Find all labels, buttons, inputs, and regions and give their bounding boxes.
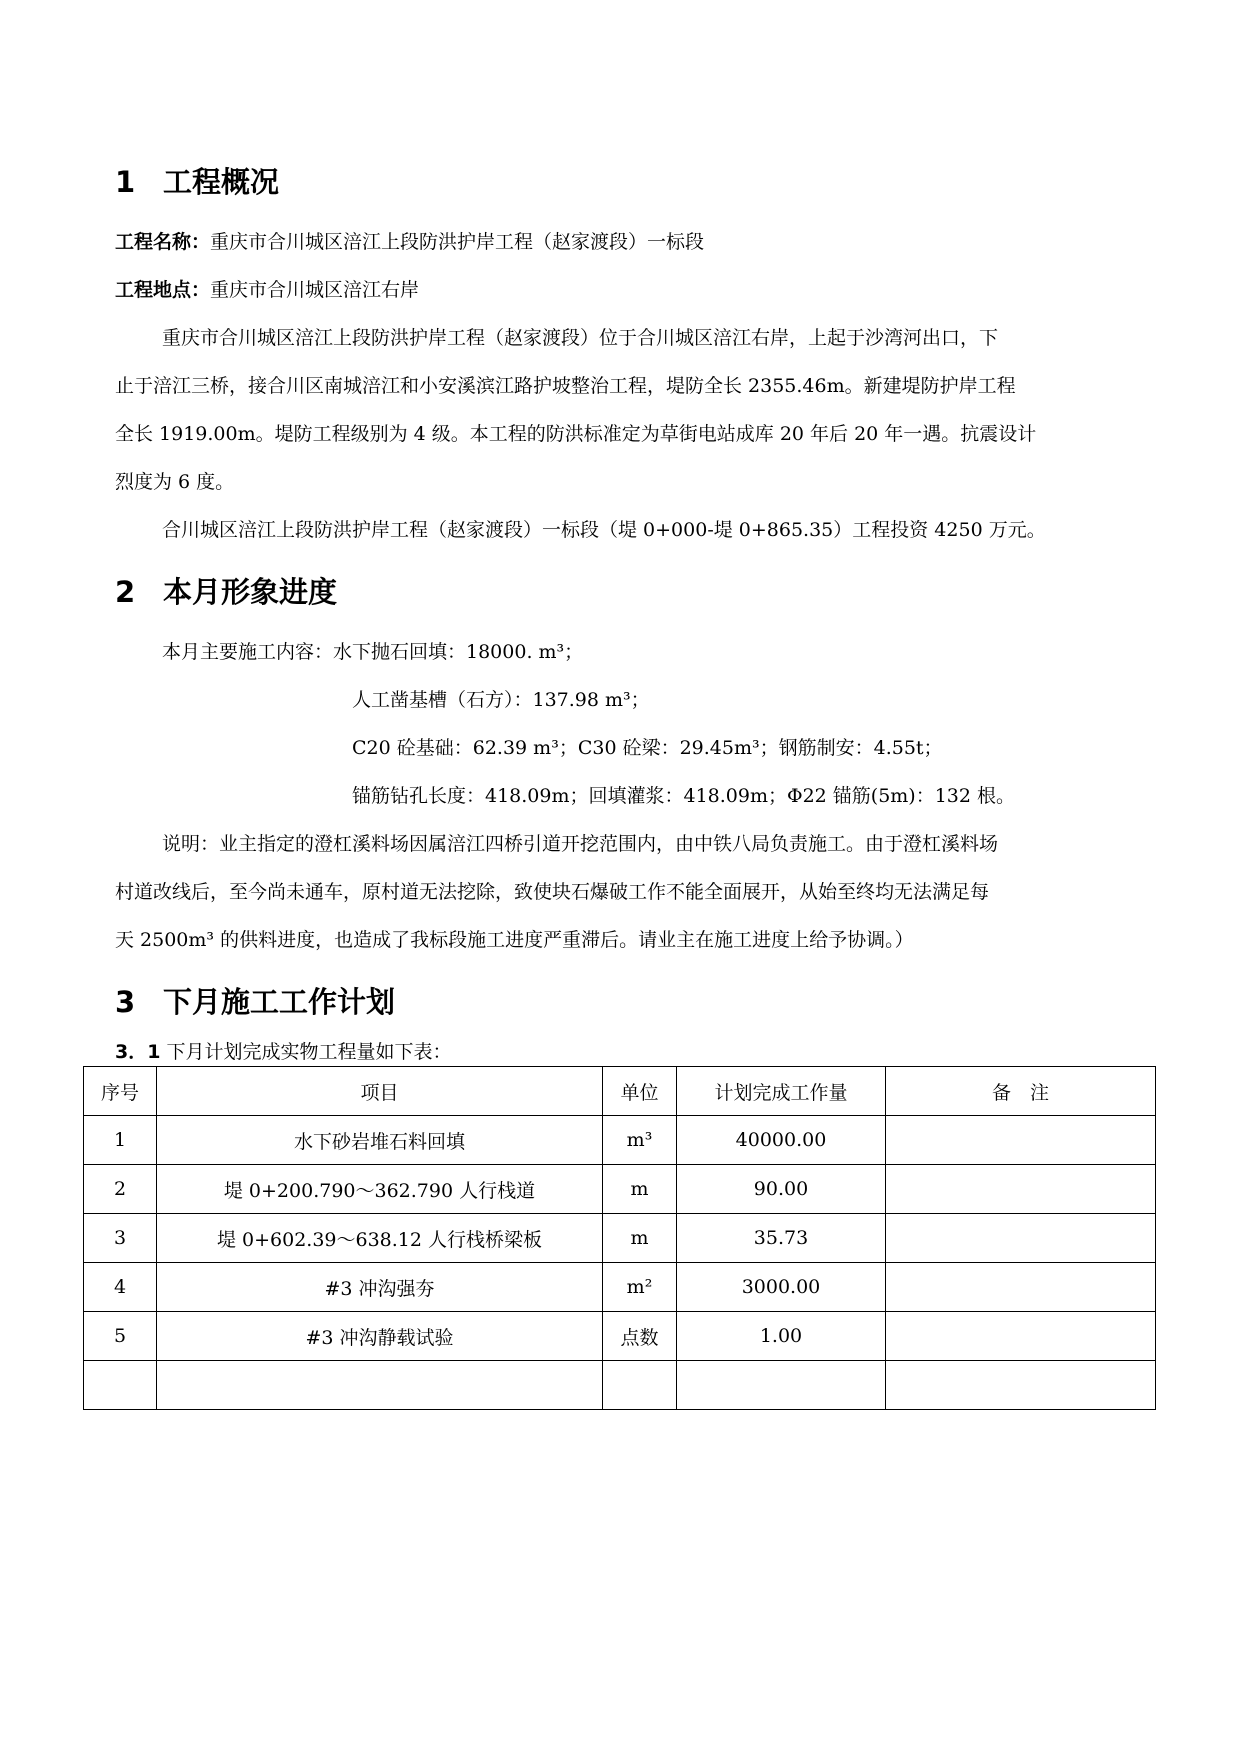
cell-unit: m³ [603, 1116, 677, 1165]
overview-para2: 合川城区涪江上段防洪护岸工程（赵家渡段）一标段（堤 0+000-堤 0+865.35）工程投资 4250 万元。 [162, 519, 1046, 541]
cell-remarks [886, 1312, 1156, 1361]
table-row [84, 1165, 1156, 1214]
table-row [84, 1214, 1156, 1263]
section-3-number: 3 [115, 985, 136, 1019]
cell-item [157, 1361, 603, 1410]
table-row [84, 1312, 1156, 1361]
cell-unit [603, 1361, 677, 1410]
work-line-2: 人工凿基槽（石方）：137.98 m³； [352, 689, 650, 711]
cell-item: 堤 0+200.790～362.790 人行栈道 [157, 1165, 603, 1214]
header-remarks: 备 注 [886, 1067, 1156, 1116]
header-unit: 单位 [603, 1067, 677, 1116]
subsection-3-1-number: 3．1 [115, 1041, 161, 1063]
cell-seq: 1 [84, 1116, 157, 1165]
overview-para1-line4: 烈度为 6 度。 [115, 471, 235, 493]
table-row-empty [84, 1361, 1156, 1410]
overview-para1-line3: 全长 1919.00m。堤防工程级别为 4 级。本工程的防洪标准定为草街电站成库 20 年后 20 年一遇。抗震设计 [115, 423, 1037, 445]
table-row [84, 1263, 1156, 1312]
note-line-2: 村道改线后，至今尚未通车，原村道无法挖除，致使块石爆破工作不能全面展开，从始至终均无法满足每 [115, 881, 990, 903]
cell-seq: 2 [84, 1165, 157, 1214]
header-item: 项目 [157, 1067, 603, 1116]
subsection-3-1 [115, 1038, 452, 1066]
work-line-4: 锚筋钻孔长度：418.09m；回填灌浆：418.09m；Φ22 锚筋(5m)：132 根。 [352, 785, 1016, 807]
project-name-value: 重庆市合川城区涪江上段防洪护岸工程（赵家渡段）一标段 [210, 231, 705, 253]
project-name-label: 工程名称： [115, 231, 211, 253]
section-3-heading [115, 984, 395, 1020]
section-3-title: 下月施工工作计划 [163, 985, 396, 1019]
cell-seq: 3 [84, 1214, 157, 1263]
section-2-number: 2 [115, 575, 136, 609]
note-line-1: 说明：业主指定的澄杠溪料场因属涪江四桥引道开挖范围内，由中铁八局负责施工。由于澄杠溪料场 [162, 833, 999, 855]
section-1-title: 工程概况 [163, 165, 280, 199]
cell-unit: m [603, 1165, 677, 1214]
cell-remarks [886, 1361, 1156, 1410]
table-row [84, 1116, 1156, 1165]
work-line-1: 本月主要施工内容：水下抛石回填：18000. m³； [162, 641, 584, 663]
cell-quantity: 3000.00 [677, 1263, 886, 1312]
project-location-label: 工程地点： [115, 279, 211, 301]
cell-remarks [886, 1263, 1156, 1312]
cell-remarks [886, 1116, 1156, 1165]
project-location-line [115, 276, 419, 304]
cell-unit: m² [603, 1263, 677, 1312]
cell-quantity: 35.73 [677, 1214, 886, 1263]
work-line-3: C20 砼基础：62.39 m³；C30 砼梁：29.45m³；钢筋制安：4.55t； [352, 737, 943, 759]
cell-quantity: 90.00 [677, 1165, 886, 1214]
header-planned-quantity: 计划完成工作量 [677, 1067, 886, 1116]
cell-item: #3 冲沟静载试验 [157, 1312, 603, 1361]
cell-seq: 4 [84, 1263, 157, 1312]
plan-table [83, 1066, 1156, 1410]
section-2-heading [115, 574, 337, 610]
section-1-number: 1 [115, 165, 136, 199]
cell-item: 水下砂岩堆石料回填 [157, 1116, 603, 1165]
cell-item: #3 冲沟强夯 [157, 1263, 603, 1312]
cell-unit: 点数 [603, 1312, 677, 1361]
cell-item: 堤 0+602.39～638.12 人行栈桥梁板 [157, 1214, 603, 1263]
overview-para1-line2: 止于涪江三桥，接合川区南城涪江和小安溪滨江路护坡整治工程，堤防全长 2355.46m。新建堤防护岸工程 [115, 375, 1016, 397]
note-line-3: 天 2500m³ 的供料进度，也造成了我标段施工进度严重滞后。请业主在施工进度上给予协调。） [115, 929, 914, 951]
section-1-heading [115, 164, 279, 200]
project-name-line [115, 228, 704, 256]
section-2-title: 本月形象进度 [163, 575, 338, 609]
overview-para1-line1: 重庆市合川城区涪江上段防洪护岸工程（赵家渡段）位于合川城区涪江右岸，上起于沙湾河出口，下 [162, 327, 999, 349]
cell-quantity: 1.00 [677, 1312, 886, 1361]
cell-seq [84, 1361, 157, 1410]
table-header-row [84, 1067, 1156, 1116]
header-seq: 序号 [84, 1067, 157, 1116]
project-location-value: 重庆市合川城区涪江右岸 [210, 279, 420, 301]
cell-quantity: 40000.00 [677, 1116, 886, 1165]
cell-remarks [886, 1165, 1156, 1214]
cell-quantity [677, 1361, 886, 1410]
cell-unit: m [603, 1214, 677, 1263]
cell-remarks [886, 1214, 1156, 1263]
subsection-3-1-title: 下月计划完成实物工程量如下表： [166, 1041, 452, 1063]
cell-seq: 5 [84, 1312, 157, 1361]
